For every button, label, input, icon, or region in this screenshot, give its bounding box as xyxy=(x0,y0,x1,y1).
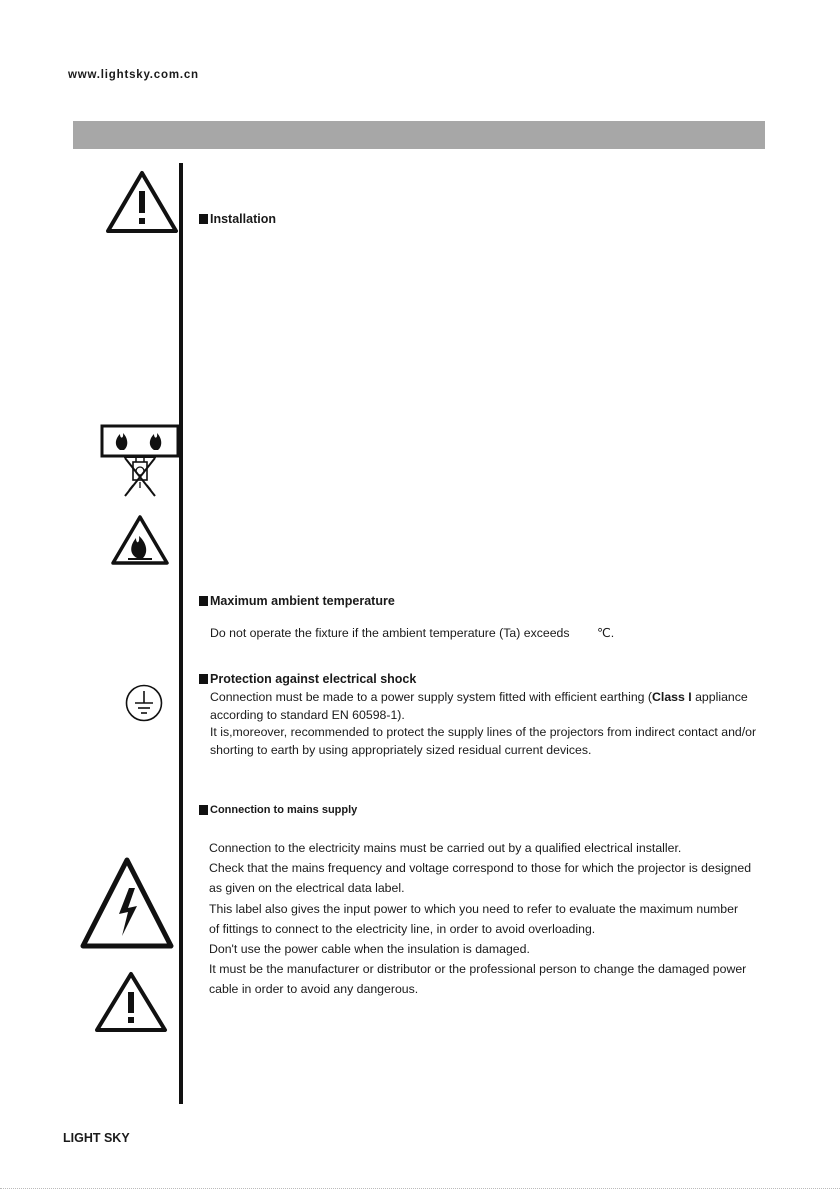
shock-line-4: shorting to earth by using appropriately sized residual current devices. xyxy=(210,742,592,757)
shock-line-1-end: appliance xyxy=(691,690,748,704)
shock-line-1 xyxy=(210,689,756,707)
vertical-divider xyxy=(179,163,183,1104)
earth-ground-icon xyxy=(124,683,164,723)
bullet-square xyxy=(199,214,208,224)
website-url: www.lightsky.com.cn xyxy=(68,69,199,81)
mains-line: Check that the mains frequency and voltage correspond to those for which the projector is designed xyxy=(209,861,752,876)
mains-line: Connection to the electricity mains must be carried out by a qualified electrical installer. xyxy=(209,841,682,855)
mains-title: Connection to mains supply xyxy=(210,804,358,816)
mains-line: cable in order to avoid any dangerous. xyxy=(209,982,419,997)
page-edge-divider xyxy=(0,1188,840,1189)
class-label: Class I xyxy=(652,690,692,704)
no-flammable-mounting-icon xyxy=(120,454,160,498)
bullet-square xyxy=(199,805,208,815)
shock-line-3: It is,moreover, recommended to protect the supply lines of the projectors from indirect contact and/or xyxy=(210,725,757,740)
fire-hazard-icon xyxy=(110,514,170,566)
mains-paragraph xyxy=(209,838,751,1000)
shock-heading xyxy=(199,672,416,686)
shock-title: Protection against electrical shock xyxy=(210,672,417,686)
mains-line: of fittings to connect to the electricity line, in order to avoid overloading. xyxy=(209,921,596,936)
footer-brand: LIGHT SKY xyxy=(63,1131,130,1145)
shock-paragraph xyxy=(210,689,756,759)
installation-heading xyxy=(199,212,276,226)
shock-line-2: according to standard EN 60598-1). xyxy=(210,707,405,722)
shock-line-1-text: Connection must be made to a power supply system fitted with efficient earthing ( xyxy=(210,690,653,704)
temperature-text: Do not operate the fixture if the ambient temperature (Ta) exceeds xyxy=(210,626,570,640)
bullet-square xyxy=(199,596,208,606)
mains-line: Don't use the power cable when the insulation is damaged. xyxy=(209,942,530,957)
mains-line: This label also gives the input power to which you need to refer to evaluate the maximum number xyxy=(209,901,739,916)
flammable-surface-icon xyxy=(100,424,180,458)
temperature-unit: ℃. xyxy=(597,626,615,640)
temperature-title: Maximum ambient temperature xyxy=(210,594,395,608)
mains-line: as given on the electrical data label. xyxy=(209,881,405,896)
warning-triangle-icon xyxy=(93,970,169,1034)
temperature-heading xyxy=(199,594,395,608)
high-voltage-icon xyxy=(79,856,175,950)
mains-line: It must be the manufacturer or distributor or the professional person to change the damaged power xyxy=(209,962,747,977)
section-banner xyxy=(73,121,765,149)
installation-title: Installation xyxy=(210,212,276,226)
bullet-square xyxy=(199,674,208,684)
warning-triangle-icon xyxy=(104,169,180,235)
mains-heading xyxy=(199,804,357,816)
